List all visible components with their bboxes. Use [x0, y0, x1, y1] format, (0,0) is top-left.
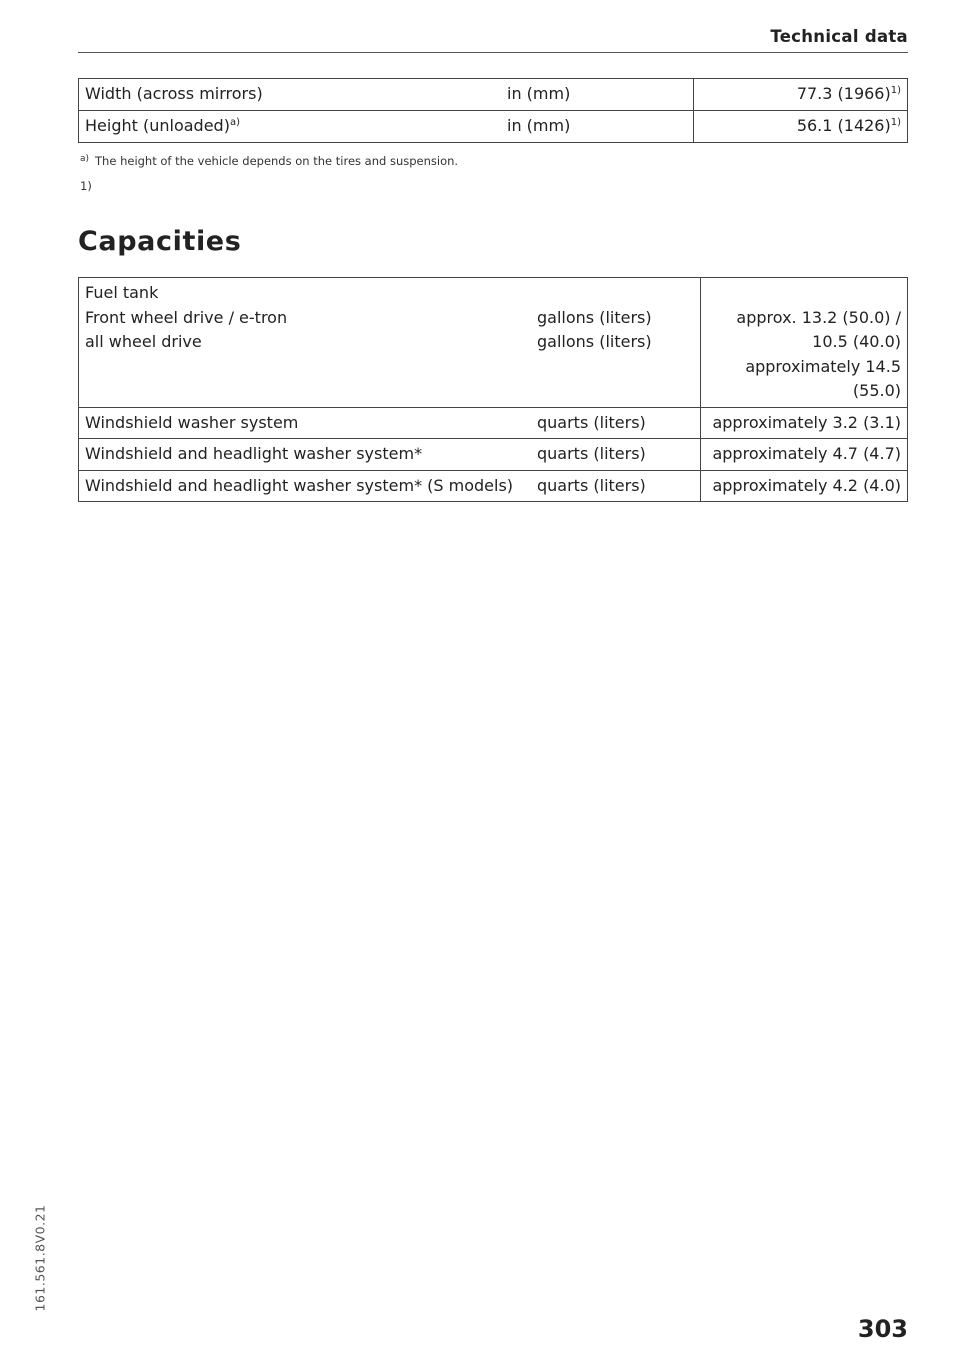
row-value: approximately 3.2 (3.1) [701, 407, 908, 439]
document-code-text: 161.561.8V0.21 [32, 1204, 48, 1312]
table-row [79, 79, 908, 111]
row-value: approximately 4.7 (4.7) [701, 439, 908, 471]
row-unit: in (mm) [501, 111, 694, 143]
footnote-text: The height of the vehicle depends on the tires and suspension. [95, 154, 459, 168]
row-unit: in (mm) [501, 79, 694, 111]
row-unit: quarts (liters) [531, 439, 701, 471]
footnote-a [80, 152, 458, 179]
fuel-unit: gallons (liters) gallons (liters) [531, 278, 701, 408]
row-label: Width (across mirrors) [79, 79, 502, 111]
document-code [30, 1188, 50, 1328]
row-label: Windshield washer system [79, 407, 532, 439]
capacities-table [78, 277, 908, 502]
section-title: Technical data [770, 27, 908, 46]
row-value: approximately 4.2 (4.0) [701, 470, 908, 502]
page-header [78, 24, 908, 53]
capacities-heading: Capacities [78, 226, 242, 257]
footnotes [80, 152, 458, 206]
table-row [79, 111, 908, 143]
row-unit: quarts (liters) [531, 407, 701, 439]
table-row [79, 439, 908, 471]
page-number: 303 [857, 1315, 908, 1343]
footnote-ref: 1) [890, 85, 901, 96]
row-label: Windshield and headlight washer system* [79, 439, 532, 471]
row-unit: quarts (liters) [531, 470, 701, 502]
footnote-1: 1) [80, 179, 92, 193]
fuel-label: Fuel tank Front wheel drive / e-tron all wheel drive [79, 278, 532, 408]
table-row [79, 407, 908, 439]
table-row [79, 278, 908, 408]
footnote-ref: a) [229, 117, 240, 128]
footnote-mark: a) [80, 154, 90, 164]
footnote-ref: 1) [890, 117, 901, 128]
row-value: 77.3 $(1966)^{1)}$ [694, 79, 908, 111]
row-value: 56.1 $(1426)^{1)}$ [694, 111, 908, 143]
fuel-value: approx. 13.2 (50.0) / 10.5 (40.0) approximately 14.5 (55.0) [701, 278, 908, 408]
dimensions-table [78, 78, 908, 143]
table-row [79, 470, 908, 502]
row-label: Windshield and headlight washer system* (S models) [79, 470, 532, 502]
row-label: Height (unloaded)$^{a)}$ [79, 111, 502, 143]
